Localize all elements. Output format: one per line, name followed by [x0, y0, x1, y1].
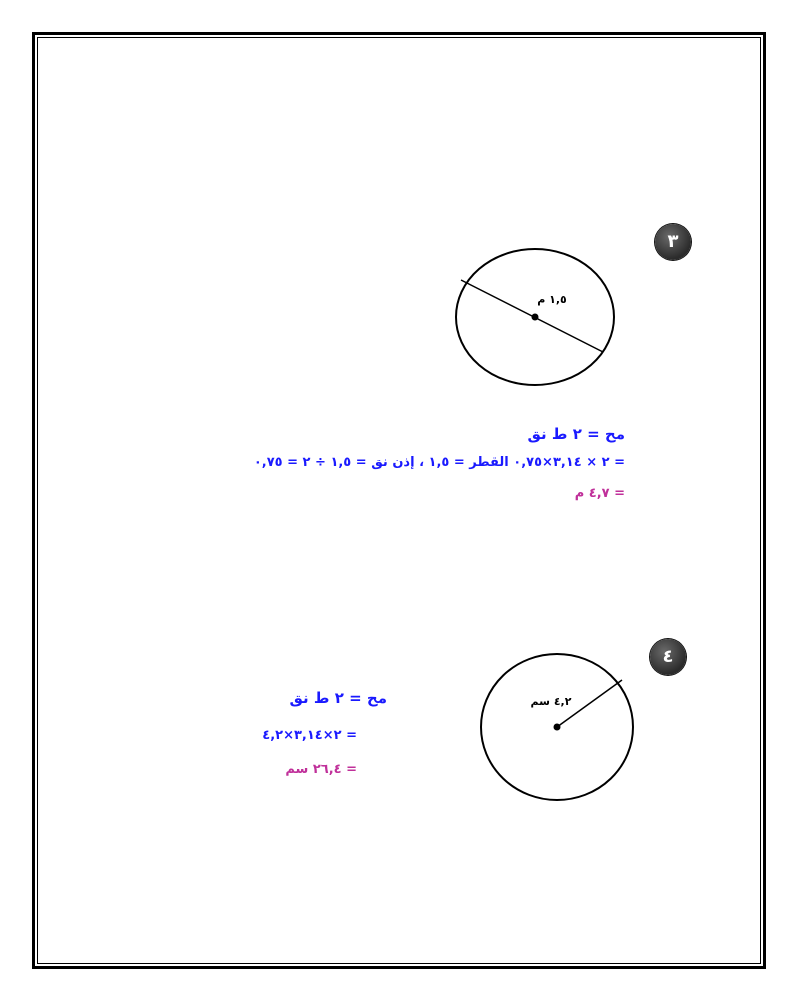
problem-3-number-badge: ٣	[655, 224, 691, 260]
circle-3-diagram	[456, 249, 614, 385]
circle-4-center	[554, 724, 561, 731]
problem-3-result: = ٤,٧ م	[574, 486, 625, 501]
problem-3-formula: مح = ٢ ط نق	[527, 425, 625, 443]
circle-3-center	[532, 314, 539, 321]
problem-4-substitution: = ٢×٣,١٤×٤,٢	[262, 728, 357, 743]
problem-3-substitution: = ٢ × ٣,١٤×٠,٧٥ القطر = ١,٥ ، إذن نق = ١,٥ ÷ ٢ = ٠,٧٥	[253, 455, 625, 470]
problem-4-number-badge: ٤	[650, 639, 686, 675]
circle-4-diagram	[481, 654, 633, 800]
problem-4-result: = ٢٦,٤ سم	[285, 762, 357, 777]
circle-4-radius-label: ٤,٢ سم	[530, 695, 572, 708]
circle-3-diameter-label: ١,٥ م	[537, 293, 567, 306]
problem-4-formula: مح = ٢ ط نق	[289, 689, 387, 707]
